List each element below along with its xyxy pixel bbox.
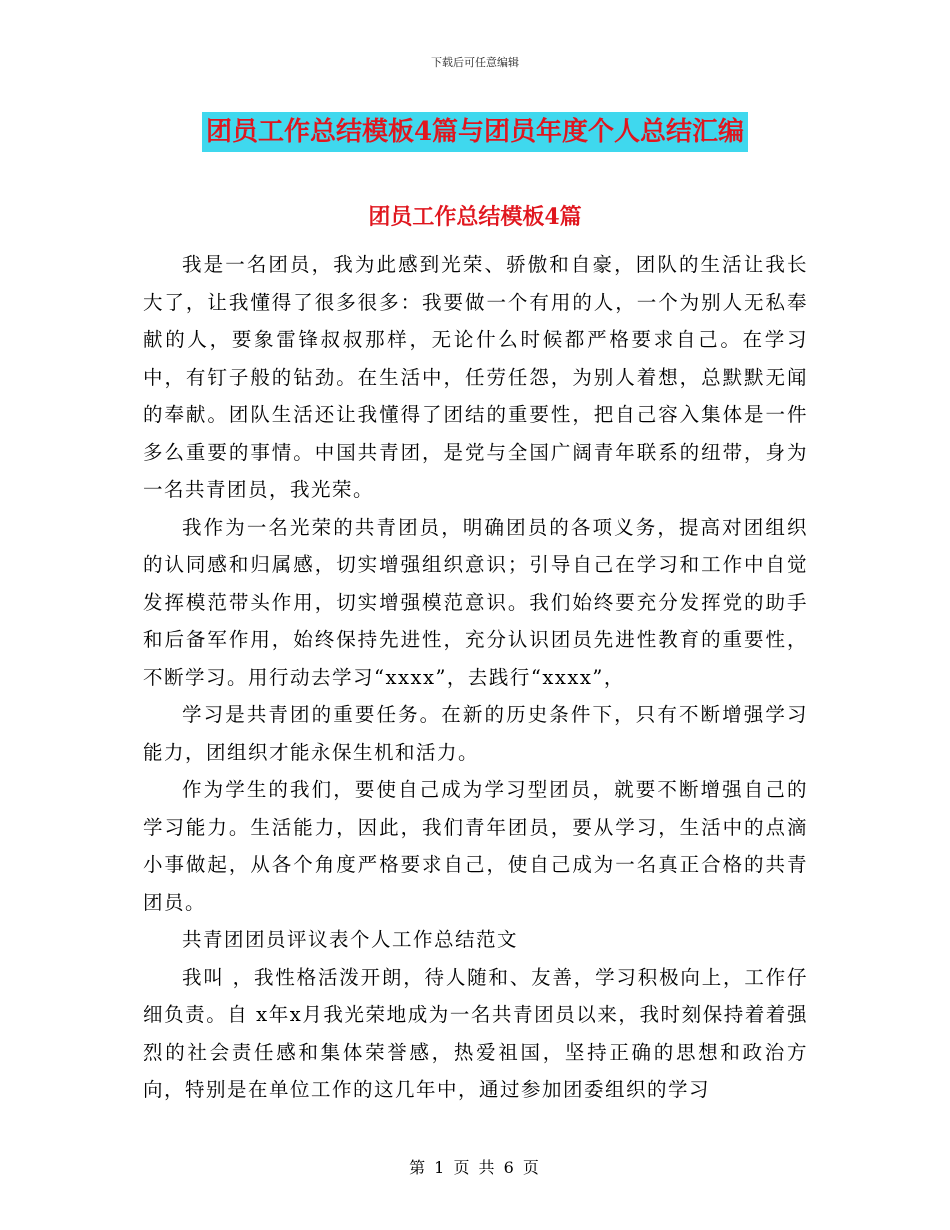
paragraph: 学习是共青团的重要任务。在新的历史条件下，只有不断增强学习能力，团组织才能永保生机和活力。: [143, 703, 808, 764]
main-title: 团员工作总结模板4篇与团员年度个人总结汇编: [202, 112, 748, 152]
paragraph-heading: 共青团团员评议表个人工作总结范文: [182, 928, 519, 951]
paragraph: 作为学生的我们，要使自己成为学习型团员，就要不断增强自己的学习能力。生活能力，因此，我们青年团员，要从学习，生活中的点滴小事做起，从各个角度严格要求自己，使自己成为一名真正合格的共青团员。: [143, 778, 808, 914]
header-note: 下载后可任意编辑: [431, 56, 519, 69]
paragraph: 我作为一名光荣的共青团员，明确团员的各项义务，提高对团组织的认同感和归属感，切实增强组织意识；引导自己在学习和工作中自觉发挥模范带头作用，切实增强模范意识。我们始终要充分发挥党的助手和后备军作用，始终保持先进性，充分认识团员先进性教育的重要性，不断学习。用行动去学习“xxxx”，去践行“xxxx”，: [143, 515, 808, 689]
main-title-container: [0, 112, 950, 152]
paragraph: 我是一名团员，我为此感到光荣、骄傲和自豪，团队的生活让我长大了，让我懂得了很多很多：我要做一个有用的人，一个为别人无私奉献的人，要象雷锋叔叔那样，无论什么时候都严格要求自己。在学习中，有钉子般的钻劲。在生活中，任劳任怨，为别人着想，总默默无闻的奉献。团队生活还让我懂得了团结的重要性，把自己容入集体是一件多么重要的事情。中国共青团，是党与全国广阔青年联系的纽带，身为一名共青团员，我光荣。: [143, 253, 808, 501]
page-footer: 第 1 页 共 6 页: [409, 1158, 541, 1177]
paragraph: 我叫 ，我性格活泼开朗，待人随和、友善，学习积极向上，工作仔细负责。自 x年x月我光荣地成为一名共青团员以来，我时刻保持着着强烈的社会责任感和集体荣誉感，热爱祖国，坚持正确的思想和政治方向，特别是在单位工作的这几年中，通过参加团委组织的学习: [143, 965, 808, 1101]
section-subtitle: 团员工作总结模板4篇: [368, 204, 582, 230]
document-body: [143, 246, 808, 1109]
